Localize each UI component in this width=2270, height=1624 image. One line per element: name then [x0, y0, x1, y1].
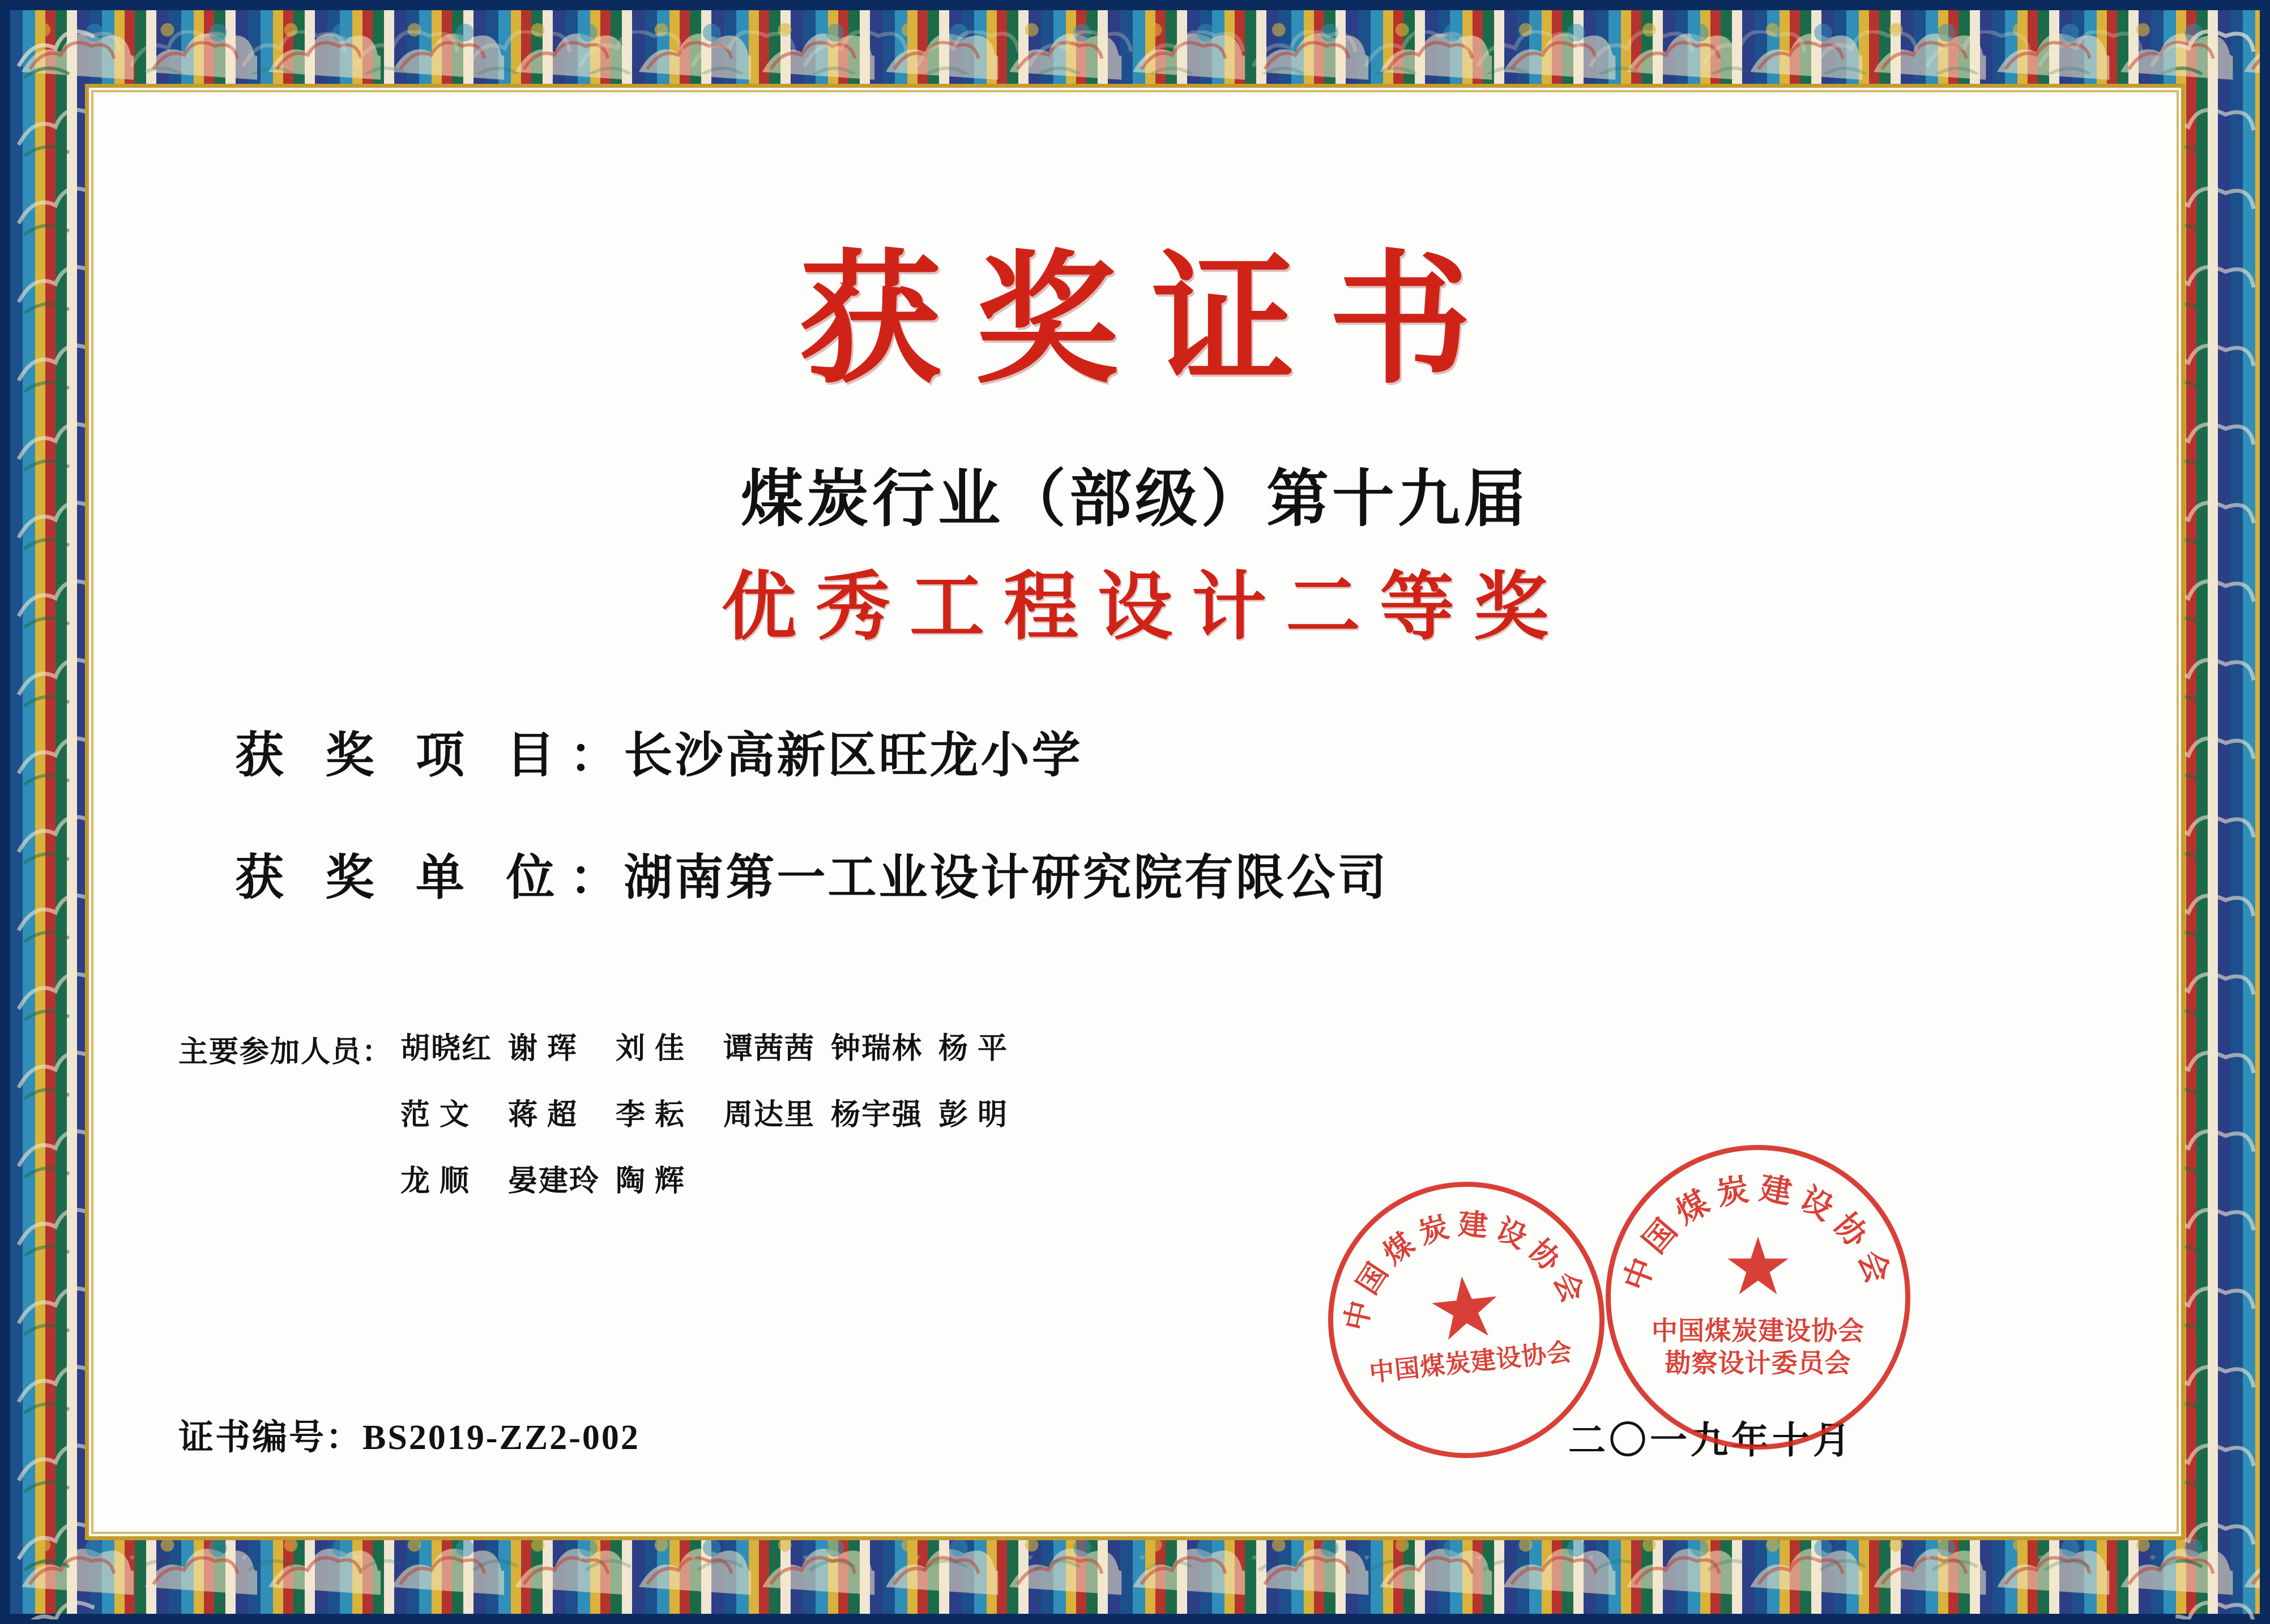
star-icon: ★	[1422, 1258, 1508, 1360]
participant-line	[400, 1157, 1046, 1199]
participant-name: 陶 辉	[616, 1165, 686, 1198]
certificate-subtitle: 煤炭行业（部级）第十九届	[741, 465, 1529, 534]
participant-name: 蒋 超	[508, 1099, 578, 1132]
survey-design-committee-seal	[1606, 1145, 1910, 1450]
participant-name: 龙 顺	[400, 1165, 471, 1198]
participant-name: 范 文	[400, 1099, 471, 1132]
participant-name: 晏建玲	[508, 1165, 600, 1198]
organization-colon: ：	[569, 851, 618, 905]
seal-center-line-2: 勘察设计委员会	[1665, 1349, 1851, 1378]
participant-name: 周达里	[723, 1099, 816, 1132]
participant-name: 钟瑞林	[831, 1033, 923, 1066]
page-title: 获奖证书	[798, 236, 1505, 403]
participant-line	[400, 1091, 1046, 1133]
certificate-number	[178, 1409, 640, 1459]
participant-line	[400, 1024, 1046, 1067]
seal-center-line-1: 中国煤炭建设协会	[1652, 1316, 1864, 1345]
china-coal-construction-association-seal	[1315, 1168, 1618, 1472]
participant-name: 胡晓红	[400, 1033, 493, 1066]
field-row-organization	[161, 838, 2109, 908]
participant-name: 杨 平	[938, 1033, 1009, 1066]
certificate-number-label: 证书编号：	[178, 1418, 363, 1457]
seal-center-text	[1611, 1315, 1905, 1380]
organization-label: 获 奖 单 位	[235, 851, 570, 905]
participant-name: 刘 佳	[616, 1033, 686, 1066]
seal-arc-label: 中国煤炭建设协会	[1339, 1208, 1591, 1334]
certificate-date: 二〇一九年十月	[1568, 1420, 1854, 1461]
participant-name: 谢 珲	[508, 1033, 578, 1066]
field-row-project	[161, 716, 2109, 786]
participants-lines	[400, 1024, 1046, 1223]
star-icon: ★	[1722, 1224, 1794, 1311]
participant-name: 杨宇强	[831, 1099, 923, 1132]
certificate-number-value: BS2019-ZZ2-002	[362, 1418, 640, 1457]
participants-label: 主要参加人员：	[178, 1036, 393, 1069]
participant-name: 彭 明	[938, 1099, 1009, 1132]
participant-name: 谭茜茜	[723, 1033, 816, 1066]
award-name: 优秀工程设计二等奖	[722, 563, 1568, 651]
participant-name: 李 耘	[616, 1099, 686, 1132]
seal-arc-label: 中国煤炭建设协会	[1618, 1170, 1898, 1296]
project-colon: ：	[569, 728, 618, 783]
certificate-content	[93, 92, 2177, 1532]
project-label: 获 奖 项 目	[235, 728, 570, 783]
seal-center-text: 中国煤炭建设协会	[1368, 1338, 1574, 1387]
organization-value: 湖南第一工业设计研究院有限公司	[624, 851, 1389, 905]
project-value: 长沙高新区旺龙小学	[624, 728, 1083, 783]
